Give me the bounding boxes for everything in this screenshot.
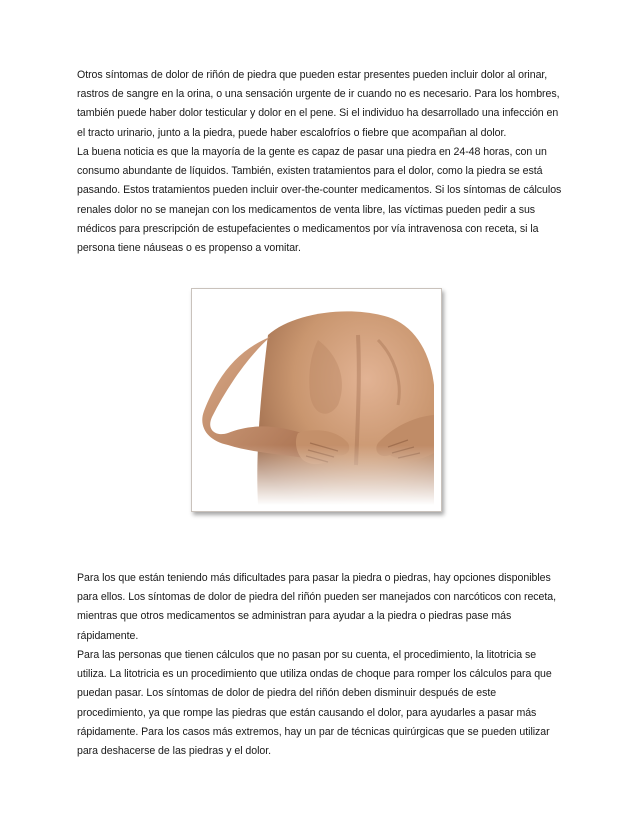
paragraph-good-news: La buena noticia es que la mayoría de la gente es capaz de pasar una piedra en 24-48 horas, con un consumo abundante de líquidos. También, existen tratamientos para el dolor, como la piedra se está pasando. Estos tratamientos pueden incluir over-the-counter medicamentos. Si los síntomas de cálculos renales dolor no se manejan con los medicamentos de venta libre, las víctimas pueden pedir a sus médicos para prescripción de estupefacientes o medicamentos por vía intravenosa con receta, si la persona tiene náuseas o es propenso a vomitar. — [77, 146, 562, 255]
back-pain-illustration — [198, 295, 435, 505]
paragraph-symptoms: Otros síntomas de dolor de riñón de piedra que pueden estar presentes pueden incluir dolor al orinar, rastros de sangre en la orina, o una sensación urgente de ir cuando no es necesario. Para los hombres, también puede haber dolor testicular y dolor en el pene. Si el individuo ha desarrollado una infección en el tracto urinario, junto a la piedra, puede haber escalofríos o fiebre que acompañan al dolor. — [77, 69, 560, 139]
back-pain-photo — [191, 288, 442, 512]
paragraph-lithotripsy: Para las personas que tienen cálculos que no pasan por su cuenta, el procedimiento, la litotricia se utiliza. La litotricia es un procedimiento que utiliza ondas de choque para romper los cálculos para que puedan pasar. Los síntomas de dolor de piedra del riñón deben disminuir después de este procedimiento, ya que rompe las piedras que están causando el dolor, para ayudarles a pasar más rápidamente. Para los casos más extremos, hay un par de técnicas quirúrgicas que se pueden utilizar para deshacerse de las piedras y el dolor. — [77, 649, 552, 758]
paragraph-options: Para los que están teniendo más dificultades para pasar la piedra o piedras, hay opciones disponibles para ellos. Los síntomas de dolor de piedra del riñón pueden ser manejados con narcóticos con receta, mientras que otros medicamentos se administran para ayudar a la piedra o piedras pase más rápidamente. — [77, 572, 557, 642]
